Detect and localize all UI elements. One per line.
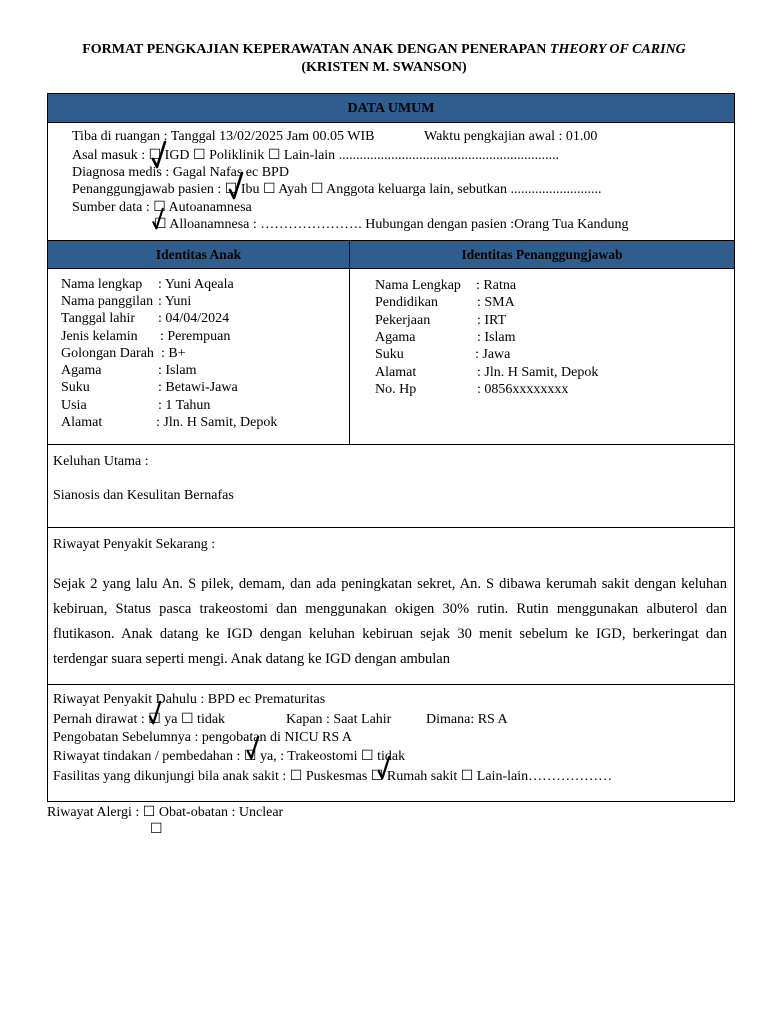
fasilitas-field: Fasilitas yang dikunjungi bila anak sakit : ☐ Puskesmas ☐ Rumah sakit ☐ Lain-lain……………… xyxy=(53,769,613,784)
asal-masuk-field: Asal masuk : ☐ IGD ☐ Poliklinik ☐ Lain-lain ............................................................... xyxy=(72,148,560,163)
pj-label-suku: Suku xyxy=(375,347,404,362)
pj-label-nama: Nama Lengkap xyxy=(375,278,461,293)
anak-label-alamat: Alamat xyxy=(61,415,103,430)
diagnosa-field: Diagnosa medis : Gagal Nafas ec BPD xyxy=(72,165,289,180)
sumber-data-field: Sumber data : ☐ Autoanamnesa xyxy=(72,200,252,215)
penanggungjawab-field: Penanggungjawab pasien : ☐ Ibu ☐ Ayah ☐ Anggota keluarga lain, sebutkan .......................... xyxy=(72,182,602,197)
riwayat-dahulu-field: Riwayat Penyakit Dahulu : BPD ec Prematuritas xyxy=(53,692,326,707)
pj-label-pendidikan: Pendidikan xyxy=(375,295,438,310)
identitas-anak-header: Identitas Anak xyxy=(47,240,350,269)
alloanamnesa-field: ☐ Alloanamnesa : …………………. Hubungan dengan pasien :Orang Tua Kandung xyxy=(154,217,629,232)
pj-label-agama: Agama xyxy=(375,330,416,345)
anak-label-panggilan: Nama panggilan xyxy=(61,294,154,309)
pj-value-agama: : Islam xyxy=(477,330,516,345)
checkmark-icon-tindakan-ya xyxy=(246,736,260,760)
pj-label-pekerjaan: Pekerjaan xyxy=(375,313,431,328)
pj-value-pekerjaan: : IRT xyxy=(477,313,507,328)
keluhan-utama-section xyxy=(47,444,735,528)
anak-value-panggilan: : Yuni xyxy=(158,294,192,309)
pj-value-nama: : Ratna xyxy=(476,278,517,293)
anak-value-nama: : Yuni Aqeala xyxy=(158,277,234,292)
riwayat-sekarang-label: Riwayat Penyakit Sekarang : xyxy=(53,537,216,552)
keluhan-value: Sianosis dan Kesulitan Bernafas xyxy=(53,488,234,503)
checkmark-icon-igd xyxy=(152,141,166,169)
kapan-field: Kapan : Saat Lahir xyxy=(286,712,392,727)
anak-value-usia: : 1 Tahun xyxy=(158,398,211,413)
anak-label-goldar: Golongan Darah xyxy=(61,346,154,361)
data-umum-header: DATA UMUM xyxy=(47,93,735,123)
pj-value-pendidikan: : SMA xyxy=(477,295,515,310)
anak-label-kelamin: Jenis kelamin xyxy=(61,329,138,344)
anak-value-kelamin: : Perempuan xyxy=(160,329,231,344)
riwayat-alergi-field: Riwayat Alergi : ☐ Obat-obatan : Unclear xyxy=(47,805,284,820)
anak-value-suku: : Betawi-Jawa xyxy=(158,380,238,395)
anak-value-agama: : Islam xyxy=(158,363,197,378)
checkmark-icon-rumah-sakit xyxy=(377,756,391,780)
anak-label-suku: Suku xyxy=(61,380,90,395)
tiba-field: Tiba di ruangan : Tanggal 13/02/2025 Jam 00.05 WIB xyxy=(72,129,375,144)
checkmark-icon-ibu xyxy=(229,172,243,200)
waktu-pengkajian-field: Waktu pengkajian awal : 01.00 xyxy=(424,129,598,144)
pernah-dirawat-field: Pernah dirawat : ☐ ya ☐ tidak xyxy=(53,712,226,727)
tindakan-field: Riwayat tindakan / pembedahan : ☐ ya, : Trakeostomi ☐ tidak xyxy=(53,749,406,764)
dimana-field: Dimana: RS A xyxy=(426,712,508,727)
anak-value-alamat: : Jln. H Samit, Depok xyxy=(156,415,278,430)
anak-label-nama: Nama lengkap xyxy=(61,277,143,292)
anak-label-usia: Usia xyxy=(61,398,87,413)
checkmark-icon-alloanamnesa xyxy=(151,208,165,230)
title-line1: FORMAT PENGKAJIAN KEPERAWATAN ANAK DENGAN PENERAPAN xyxy=(82,42,550,57)
anak-value-goldar: : B+ xyxy=(161,346,186,361)
pj-value-alamat: : Jln. H Samit, Depok xyxy=(477,365,599,380)
document-title xyxy=(0,41,768,77)
pengobatan-field: Pengobatan Sebelumnya : pengobatan di NICU RS A xyxy=(53,730,353,745)
anak-label-agama: Agama xyxy=(61,363,102,378)
checkmark-icon-dirawat-ya xyxy=(148,701,162,725)
pj-label-hp: No. Hp xyxy=(375,382,417,397)
pj-label-alamat: Alamat xyxy=(375,365,417,380)
alergi-checkbox-2: ☐ xyxy=(150,822,163,837)
title-line2: (KRISTEN M. SWANSON) xyxy=(301,60,467,75)
keluhan-label: Keluhan Utama : xyxy=(53,454,149,469)
anak-label-tgl-lahir: Tanggal lahir xyxy=(61,311,136,326)
riwayat-sekarang-text: Sejak 2 yang lalu An. S pilek, demam, dan ada peningkatan sekret, An. S dibawa kerumah sakit dengan keluhan kebiruan, Status pasca trakeostomi dan menggunakan okigen 30% rutin. Rutin menggunakan albuterol dan flutikason. Anak datang ke IGD dengan keluhan kebiruan sejak 30 menit sebelum ke IGD, berkeringat dan terdengar suara seperti mengi. Anak datang ke IGD dengan ambulan xyxy=(53,576,727,667)
anak-value-tgl-lahir: : 04/04/2024 xyxy=(158,311,230,326)
identitas-pj-header: Identitas Penanggungjawab xyxy=(349,240,735,269)
title-italic: THEORY OF CARING xyxy=(549,42,686,57)
pj-value-hp: : 0856xxxxxxxx xyxy=(477,382,569,397)
pj-value-suku: : Jawa xyxy=(475,347,511,362)
